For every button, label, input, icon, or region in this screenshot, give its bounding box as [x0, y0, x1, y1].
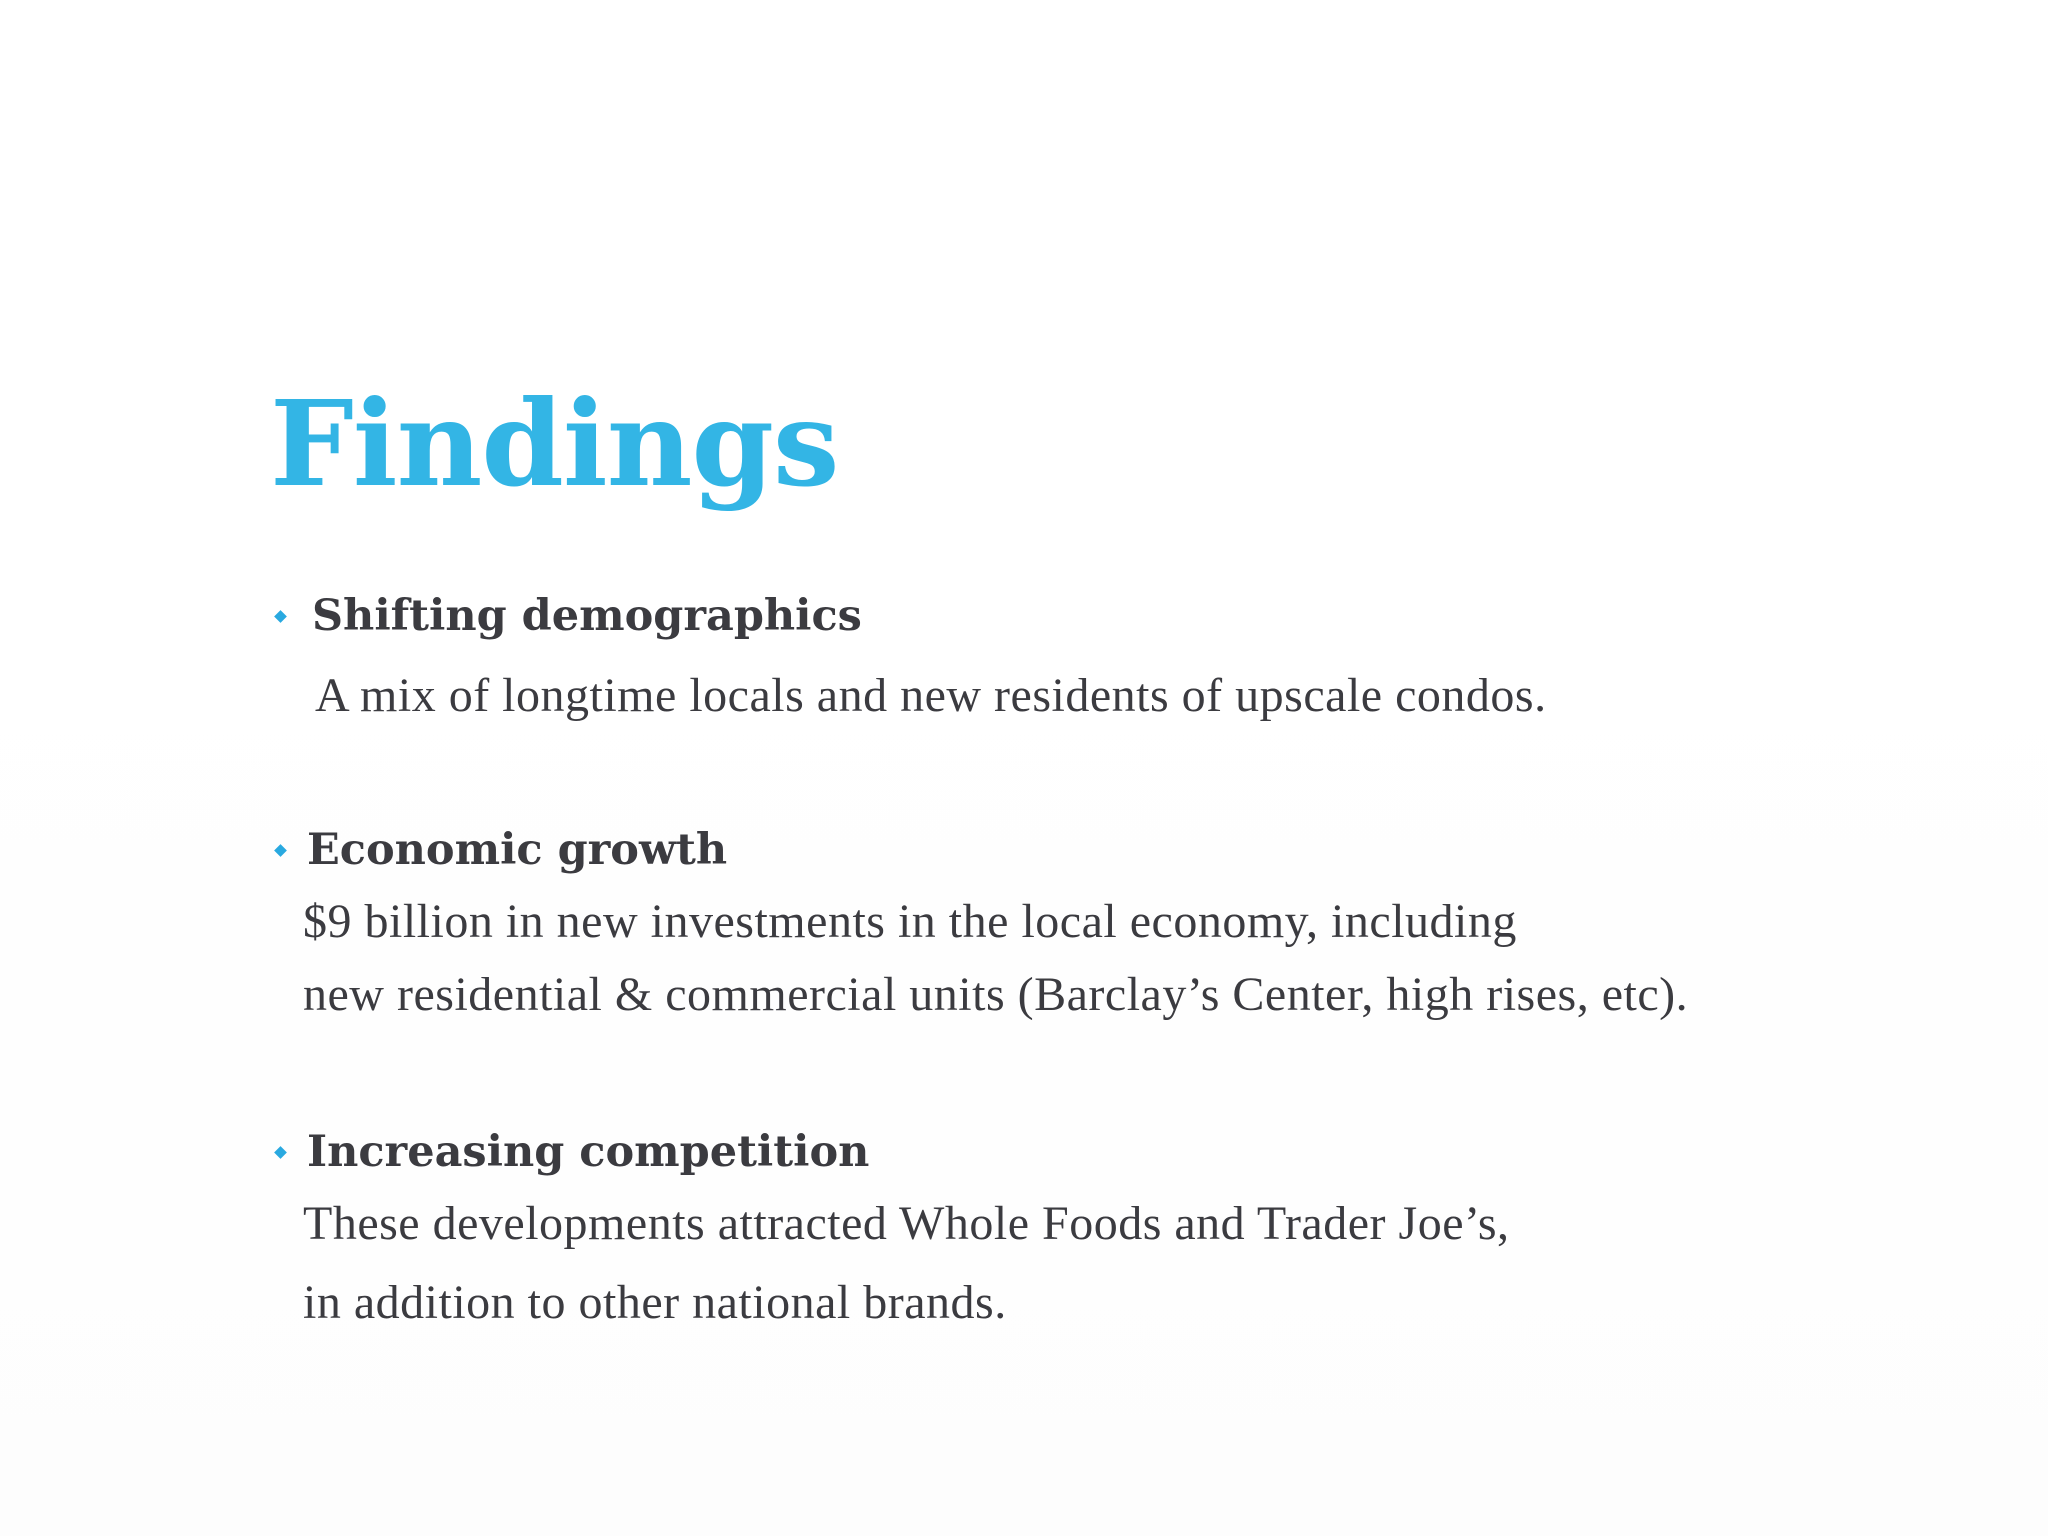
bullet-head: [270, 1122, 1970, 1182]
bullet-head: [270, 586, 1970, 646]
diamond-bullet-icon: [274, 844, 287, 857]
bullet-body-line: These developments attracted Whole Foods and Trader Joe’s,: [303, 1197, 1510, 1250]
bullet-heading: Economic growth: [307, 825, 728, 875]
bullet-head: [270, 820, 1970, 880]
bullet-body-line: new residential & commercial units (Barclay’s Center, high rises, etc).: [303, 968, 1689, 1021]
bullet-economic-growth: [270, 820, 1970, 1022]
bullet-shifting-demographics: [270, 586, 1970, 723]
bullet-increasing-competition: [270, 1122, 1970, 1330]
slide-title: Findings: [270, 374, 839, 513]
bullet-heading: Shifting demographics: [312, 591, 862, 641]
bullet-body-line: $9 billion in new investments in the local economy, including: [303, 895, 1517, 948]
bullet-body-line: in addition to other national brands.: [303, 1276, 1007, 1329]
bullet-heading: Increasing competition: [307, 1127, 870, 1177]
bullet-body-line: A mix of longtime locals and new residents of upscale condos.: [315, 669, 1547, 722]
diamond-bullet-icon: [274, 610, 287, 623]
diamond-bullet-icon: [274, 1146, 287, 1159]
